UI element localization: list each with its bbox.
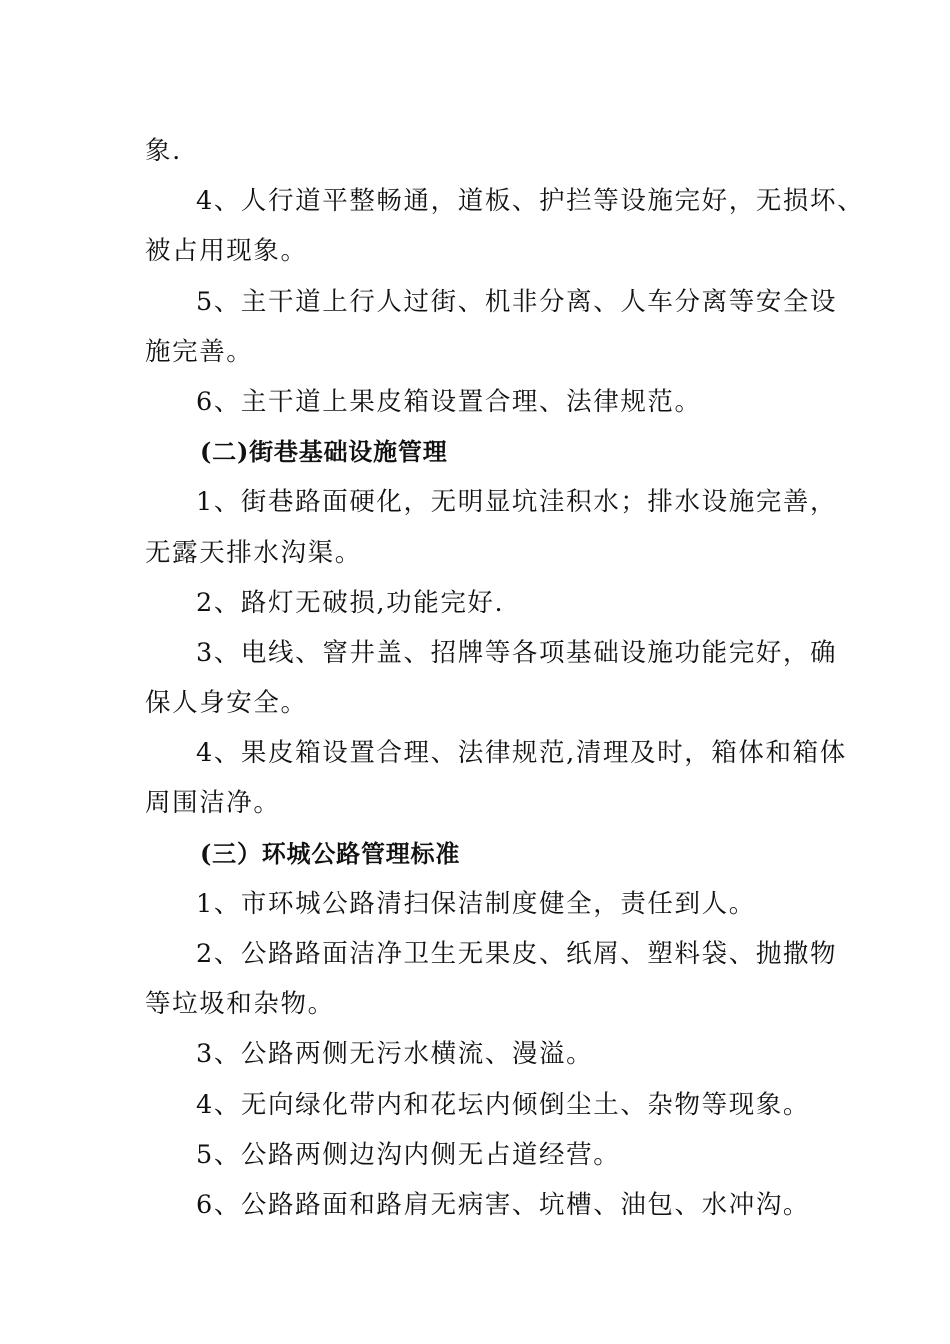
text-line-item: 1、街巷路面硬化，无明显坑洼积水；排水设施完善， (196, 487, 838, 518)
text-line-item: 6、公路路面和路肩无病害、坑槽、油包、水冲沟。 (196, 1189, 811, 1220)
text-line-item: 2、公路路面洁净卫生无果皮、纸屑、塑料袋、抛撒物 (196, 939, 838, 969)
text-line-item: 4、果皮箱设置合理、法律规范,清理及时，箱体和箱体 (196, 738, 847, 769)
text-line-continuation: 被占用现象。 (145, 236, 308, 267)
text-line-continuation: 无露天排水沟渠。 (145, 537, 362, 568)
text-line-item: 1、市环城公路清扫保洁制度健全，责任到人。 (196, 888, 756, 919)
text-line-item: 3、电线、窨井盖、招牌等各项基础设施功能完好，确 (196, 637, 838, 668)
section-heading-street-infrastructure: (二)街巷基础设施管理 (200, 437, 448, 467)
text-line-item: 3、公路两侧无污水横流、漫溢。 (196, 1039, 594, 1070)
section-heading-ring-road-standard: (三）环城公路管理标准 (200, 838, 461, 868)
text-line-continuation: 保人身安全。 (145, 688, 308, 719)
text-line-continuation: 象. (145, 136, 182, 166)
text-line-item: 4、无向绿化带内和花坛内倾倒尘土、杂物等现象。 (196, 1089, 811, 1120)
text-line-item: 4、人行道平整畅通，道板、护拦等设施完好，无损坏、 (196, 186, 865, 217)
text-line-continuation: 周围洁净。 (145, 788, 281, 819)
text-line-item: 2、路灯无破损,功能完好. (196, 587, 505, 618)
document-body (145, 126, 865, 1230)
text-line-item: 5、主干道上行人过街、机非分离、人车分离等安全设 (196, 286, 838, 317)
text-line-item: 6、主干道上果皮箱设置合理、法律规范。 (196, 386, 702, 417)
text-line-continuation: 等垃圾和杂物。 (145, 989, 335, 1020)
text-line-item: 5、公路两侧边沟内侧无占道经营。 (196, 1139, 621, 1170)
text-line-continuation: 施完善。 (145, 336, 254, 367)
